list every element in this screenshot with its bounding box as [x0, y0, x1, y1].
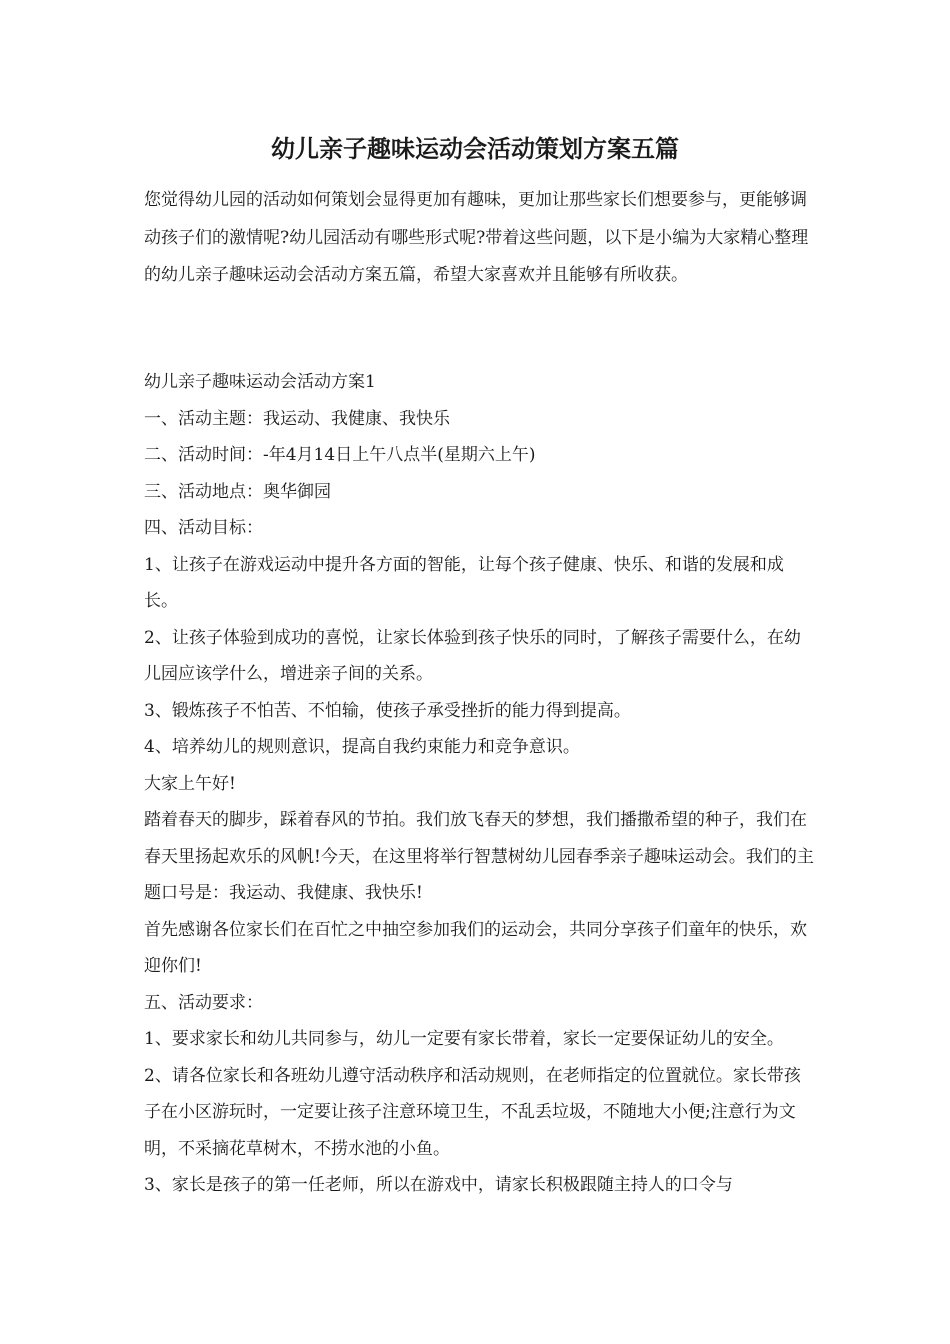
document-body	[144, 364, 814, 1204]
paragraph-time: 二、活动时间：-年4月14日上午八点半(星期六上午)	[144, 445, 536, 465]
paragraph-plan-heading: 幼儿亲子趣味运动会活动方案1	[144, 372, 376, 392]
paragraph-requirement-2: 2、请各位家长和各班幼儿遵守活动秩序和活动规则，在老师指定的位置就位。家长带孩子在小区游玩时，一定要让孩子注意环境卫生，不乱丢垃圾，不随地大小便;注意行为文明，不采摘花草树木，不捞水池的小鱼。	[144, 1065, 801, 1159]
document-title: 幼儿亲子趣味运动会活动策划方案五篇	[271, 134, 679, 163]
paragraph-theme: 一、活动主题：我运动、我健康、我快乐	[144, 408, 450, 429]
paragraph-requirements-heading: 五、活动要求：	[144, 992, 263, 1013]
paragraph-goal-2: 2、让孩子体验到成功的喜悦，让家长体验到孩子快乐的同时，了解孩子需要什么，在幼儿园应该学什么，增进亲子间的关系。	[144, 627, 801, 684]
paragraph-thanks: 首先感谢各位家长们在百忙之中抽空参加我们的运动会，共同分享孩子们童年的快乐，欢迎你们!	[144, 919, 807, 976]
paragraph-goal-3: 3、锻炼孩子不怕苦、不怕输，使孩子承受挫折的能力得到提高。	[144, 700, 631, 721]
paragraph-greeting: 大家上午好!	[144, 773, 236, 794]
paragraph-goal-4: 4、培养幼儿的规则意识，提高自我约束能力和竞争意识。	[144, 737, 580, 757]
paragraph-opening-speech: 踏着春天的脚步，踩着春风的节拍。我们放飞春天的梦想，我们播撒希望的种子，我们在春天里扬起欢乐的风帆!今天，在这里将举行智慧树幼儿园春季亲子趣味运动会。我们的主题口号是：我运动、我健康、我快乐!	[144, 810, 814, 903]
intro-paragraph: 您觉得幼儿园的活动如何策划会显得更加有趣味，更加让那些家长们想要参与，更能够调动孩子们的激情呢?幼儿园活动有哪些形式呢?带着这些问题，以下是小编为大家精心整理的幼儿亲子趣味运动会活动方案五篇，希望大家喜欢并且能够有所收获。	[144, 190, 809, 285]
paragraph-location: 三、活动地点：奥华御园	[144, 481, 331, 502]
paragraph-requirement-3: 3、家长是孩子的第一任老师，所以在游戏中，请家长积极跟随主持人的口令与	[144, 1175, 733, 1195]
paragraph-goal-1: 1、让孩子在游戏运动中提升各方面的智能，让每个孩子健康、快乐、和谐的发展和成长。	[144, 554, 784, 611]
paragraph-requirement-1: 1、要求家长和幼儿共同参与，幼儿一定要有家长带着，家长一定要保证幼儿的安全。	[144, 1029, 784, 1049]
paragraph-goals-heading: 四、活动目标：	[144, 518, 263, 538]
